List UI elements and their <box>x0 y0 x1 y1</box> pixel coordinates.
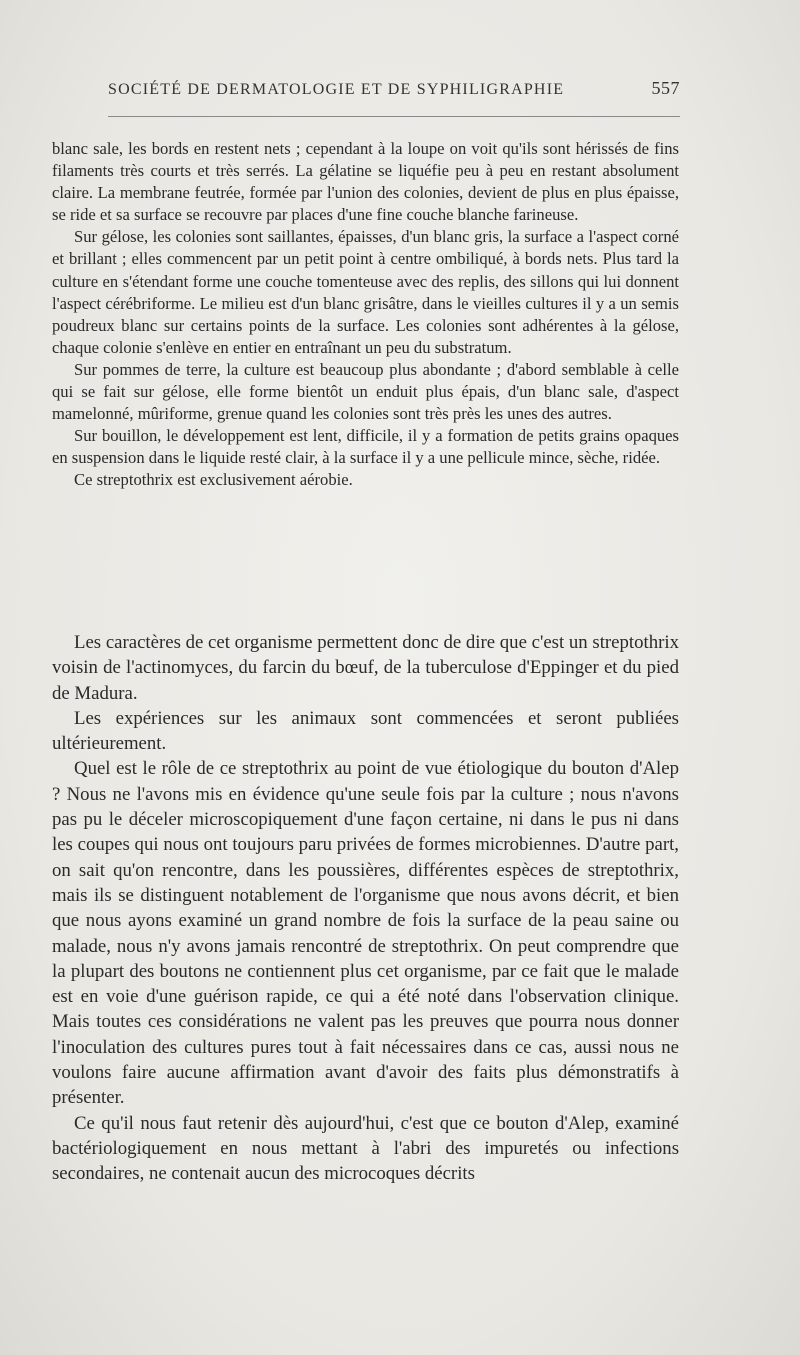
paragraph: Ce qu'il nous faut retenir dès aujourd'hui, c'est que ce bouton d'Alep, examiné bactériologiquement en nous mettant à l'abri des impuretés ou infections secondaires, ne contenait aucun des microcoques décrits <box>52 1112 679 1185</box>
page-number: 557 <box>651 78 680 98</box>
header-rule <box>108 116 680 117</box>
running-header <box>108 78 680 99</box>
paragraph: Sur pommes de terre, la culture est beaucoup plus abondante ; d'abord semblable à celle qui se fait sur gélose, elle forme bientôt un enduit plus épais, d'un blanc sale, d'aspect mamelonné, mûriforme, grenue quand les colonies sont très près les unes des autres. <box>52 359 679 424</box>
paragraph: Sur gélose, les colonies sont saillantes, épaisses, d'un blanc gris, la surface a l'aspect corné et brillant ; elles commencent par un petit point à centre ombiliqué, à bords nets. Plus tard la culture en s'étendant forme une couche tomenteuse avec des replis, des sillons qui lui donnent l'aspect cérébriforme. Le milieu est d'un blanc grisâtre, dans le vieilles cultures il y a un semis poudreux blanc sur certains points de la surface. Les colonies sont adhérentes à la gélose, chaque colonie s'enlève en entier en entraînant un peu du substratum. <box>52 227 679 357</box>
paragraph: Les caractères de cet organisme permettent donc de dire que c'est un streptothrix voisin de l'actinomyces, du farcin du bœuf, de la tuberculose d'Eppinger et du pied de Madura. <box>52 632 679 704</box>
paragraph: Ce streptothrix est exclusivement aérobie. <box>74 470 353 490</box>
running-title: SOCIÉTÉ DE DERMATOLOGIE ET DE SYPHILIGRAPHIE <box>108 81 565 98</box>
paragraph: Sur bouillon, le développement est lent, difficile, il y a formation de petits grains opaques en suspension dans le liquide resté clair, à la surface il y a une pellicule mince, sèche, ridée. <box>52 426 679 468</box>
paragraph: Les expériences sur les animaux sont commencées et seront publiées ultérieurement. <box>52 707 679 755</box>
paragraph: Quel est le rôle de ce streptothrix au point de vue étiologique du bouton d'Alep ? Nous ne l'avons mis en évidence qu'une seule fois par la culture ; nous n'avons pas pu le déceler microscopiquement d'une façon certaine, ni dans le pus ni dans les coupes qui nous ont toujours paru privées de formes microbiennes. D'autre part, on sait qu'on rencontre, dans les poussières, différentes espèces de streptothrix, mais ils se distinguent notablement de l'organisme que nous avons décrit, et bien que nous ayons examiné un grand nombre de fois la surface de la peau saine ou malade, nous n'y avons jamais rencontré de streptothrix. On peut comprendre que la plupart des boutons ne contiennent plus cet organisme, par ce fait que le malade est en voie d'une guérison rapide, ce qui a été noté dans l'observation clinique. Mais toutes ces considérations ne valent pas les preuves que pourra nous donner l'inoculation des cultures pures tout à fait nécessaires dans ce cas, aussi nous ne voulons faire aucune affirmation avant d'avoir des faits plus démonstratifs à présenter. <box>52 758 679 1109</box>
paragraph: blanc sale, les bords en restent nets ; cependant à la loupe on voit qu'ils sont hérissés de fins filaments très courts et très serrés. La gélatine se liquéfie peu à peu en restant absolument claire. La membrane feutrée, formée par l'union des colonies, devient de plus en plus épaisse, se ride et sa surface se recouvre par places d'une fine couche blanche farineuse. <box>52 139 679 225</box>
main-text-section <box>52 630 679 1187</box>
small-print-section <box>52 138 679 492</box>
